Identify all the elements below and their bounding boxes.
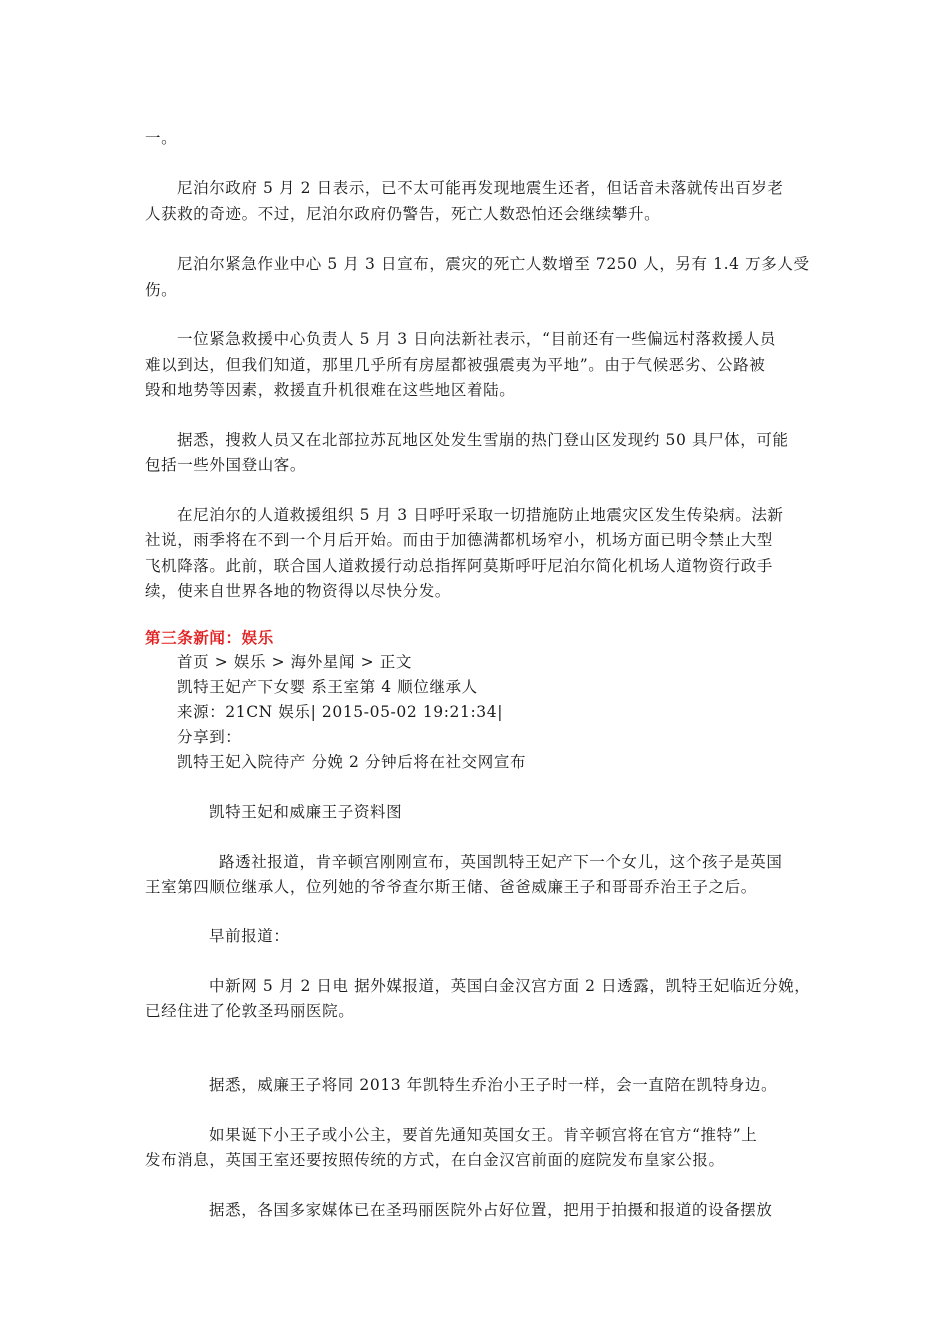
related-link: 凯特王妃入院待产 分娩 2 分钟后将在社交网宣布 <box>177 753 527 771</box>
text-line: 伤。 <box>145 281 178 299</box>
text-line: 王室第四顺位继承人，位列她的爷爷查尔斯王储、爸爸威廉王子和哥哥乔治王子之后。 <box>145 878 757 896</box>
text-line: 毁和地势等因素，救援直升机很难在这些地区着陆。 <box>145 381 516 399</box>
text-line: 尼泊尔紧急作业中心 5 月 3 日宣布，震灾的死亡人数增至 7250 人，另有 1.4 万多人受 <box>177 255 810 273</box>
text-line: 据悉，威廉王子将同 2013 年凯特生乔治小王子时一样，会一直陪在凯特身边。 <box>209 1076 778 1094</box>
text-line: 中新网 5 月 2 日电 据外媒报道，英国白金汉宫方面 2 日透露，凯特王妃临近分娩， <box>209 977 811 995</box>
text-line: 社说，雨季将在不到一个月后开始。而由于加德满都机场窄小，机场方面已明令禁止大型 <box>145 531 773 549</box>
image-caption: 凯特王妃和威廉王子资料图 <box>209 803 403 821</box>
text-line: 续，使来自世界各地的物资得以尽快分发。 <box>145 582 451 600</box>
article-title: 凯特王妃产下女婴 系王室第 4 顺位继承人 <box>177 678 478 696</box>
text-line: 在尼泊尔的人道救援组织 5 月 3 日呼吁采取一切措施防止地震灾区发生传染病。法新 <box>177 506 784 524</box>
share-label: 分享到： <box>177 728 242 746</box>
text-line: 尼泊尔政府 5 月 2 日表示，已不太可能再发现地震生还者，但话音未落就传出百岁老 <box>177 179 784 197</box>
breadcrumb: 首页 > 娱乐 > 海外星闻 > 正文 <box>177 653 412 671</box>
text-line: 发布消息，英国王室还要按照传统的方式，在白金汉宫前面的庭院发布皇家公报。 <box>145 1151 725 1169</box>
text-line: 一位紧急救援中心负责人 5 月 3 日向法新社表示，“目前还有一些偏远村落救援人员 <box>177 330 776 348</box>
text-line: 一。 <box>145 129 178 147</box>
text-line: 包括一些外国登山客。 <box>145 456 307 474</box>
text-line: 据悉，搜救人员又在北部拉苏瓦地区处发生雪崩的热门登山区发现约 50 具尸体，可能 <box>177 431 789 449</box>
text-line: 已经住进了伦敦圣玛丽医院。 <box>145 1002 355 1020</box>
text-line: 据悉，各国多家媒体已在圣玛丽医院外占好位置，把用于拍摄和报道的设备摆放 <box>209 1201 773 1219</box>
text-line: 难以到达，但我们知道，那里几乎所有房屋都被强震夷为平地”。由于气候恶劣、公路被 <box>145 356 766 374</box>
article-source: 来源：21CN 娱乐| 2015-05-02 19:21:34| <box>177 703 504 721</box>
text-line: 人获救的奇迹。不过，尼泊尔政府仍警告，死亡人数恐怕还会继续攀升。 <box>145 205 661 223</box>
text-line: 飞机降落。此前，联合国人道救援行动总指挥阿莫斯呼吁尼泊尔简化机场人道物资行政手 <box>145 557 773 575</box>
section-heading: 第三条新闻：娱乐 <box>145 628 274 647</box>
text-line: 路透社报道，肯辛顿宫刚刚宣布，英国凯特王妃产下一个女儿，这个孩子是英国 <box>219 853 783 871</box>
text-line: 早前报道： <box>209 927 290 945</box>
text-line: 如果诞下小王子或小公主，要首先通知英国女王。肯辛顿宫将在官方“推特”上 <box>209 1126 758 1144</box>
